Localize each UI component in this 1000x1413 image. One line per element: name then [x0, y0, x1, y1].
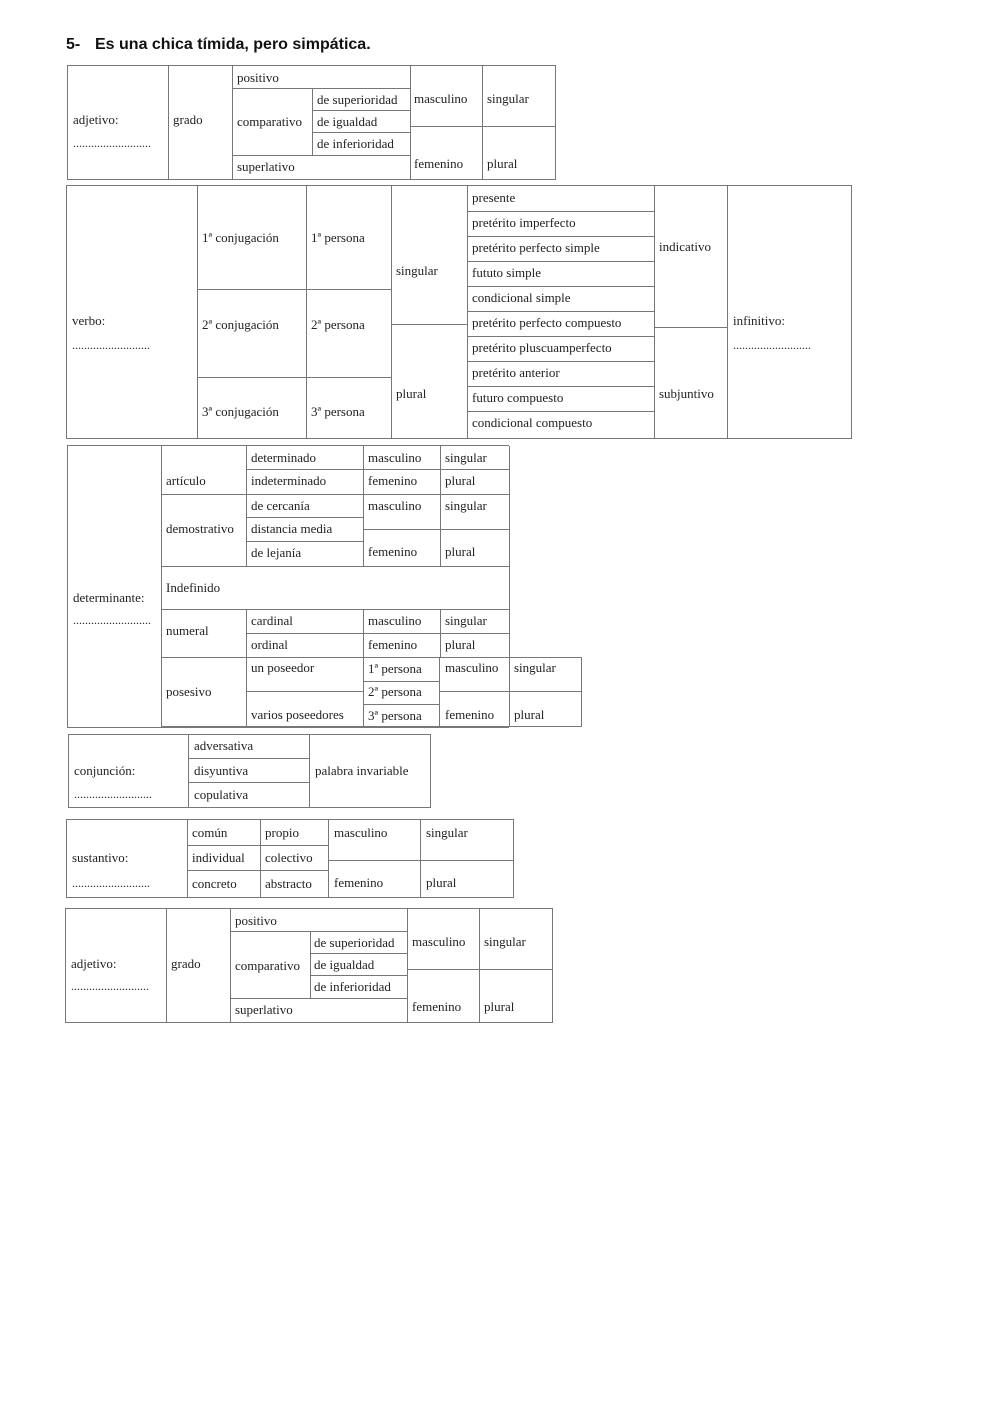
answer-blank[interactable]: .......................... — [73, 136, 151, 150]
singular-label: singular — [445, 450, 487, 465]
masculino-label: masculino — [368, 450, 422, 465]
comparativo-label: comparativo — [235, 958, 300, 973]
positivo-label: positivo — [237, 70, 279, 85]
comparativo-label: comparativo — [237, 114, 302, 129]
conjuncion-table — [68, 734, 431, 808]
masculino-label: masculino — [414, 91, 468, 106]
ordinal-label: ordinal — [251, 637, 288, 652]
exercise-heading — [66, 36, 371, 54]
singular-label: singular — [445, 613, 487, 628]
plural-label: plural — [484, 999, 515, 1014]
superlativo-label: superlativo — [235, 1002, 293, 1017]
plural-label: plural — [445, 637, 476, 652]
tense-label: condicional simple — [472, 290, 571, 305]
abstracto-label: abstracto — [265, 876, 312, 891]
lejania-label: de lejanía — [251, 545, 302, 560]
singular-label: singular — [487, 91, 529, 106]
comun-label: común — [192, 825, 228, 840]
femenino-label: femenino — [412, 999, 462, 1014]
answer-blank[interactable]: .......................... — [72, 876, 150, 890]
adversativa-label: adversativa — [194, 738, 254, 753]
grado-label: grado — [173, 112, 203, 127]
igualdad-label: de igualdad — [314, 957, 375, 972]
masculino-label: masculino — [368, 613, 422, 628]
individual-label: individual — [192, 850, 245, 865]
inferioridad-label: de inferioridad — [317, 136, 394, 151]
femenino-label: femenino — [368, 473, 418, 488]
sustantivo-label: sustantivo: — [72, 850, 129, 865]
igualdad-label: de igualdad — [317, 114, 378, 129]
singular-label: singular — [514, 660, 556, 675]
tense-label: pretérito perfecto simple — [472, 240, 600, 255]
femenino-label: femenino — [414, 156, 464, 171]
conj3-label: 3ª conjugación — [202, 404, 279, 419]
tense-label: fututo simple — [472, 265, 541, 280]
adjetivo-table-1 — [67, 65, 556, 180]
plural-label: plural — [445, 544, 476, 559]
subjuntivo-label: subjuntivo — [659, 386, 714, 401]
exercise-number: 5- — [66, 36, 81, 53]
distancia-label: distancia media — [251, 521, 333, 536]
invariable-label: palabra invariable — [315, 763, 409, 778]
persona1-label: 1ª persona — [311, 230, 365, 245]
plural-label: plural — [396, 386, 427, 401]
femenino-label: femenino — [334, 875, 384, 890]
numeral-label: numeral — [166, 623, 209, 638]
tense-label: futuro compuesto — [472, 390, 564, 405]
determinante-table — [67, 445, 556, 728]
plural-label: plural — [514, 707, 545, 722]
conjuncion-label: conjunción: — [74, 763, 136, 778]
demostrativo-label: demostrativo — [166, 521, 234, 536]
disyuntiva-label: disyuntiva — [194, 763, 249, 778]
persona2-label: 2ª persona — [368, 684, 422, 699]
masculino-label: masculino — [412, 934, 466, 949]
conj2-label: 2ª conjugación — [202, 317, 279, 332]
persona1-label: 1ª persona — [368, 661, 422, 676]
tense-label: presente — [472, 190, 516, 205]
determinado-label: determinado — [251, 450, 316, 465]
plural-label: plural — [487, 156, 518, 171]
colectivo-label: colectivo — [265, 850, 313, 865]
answer-blank[interactable]: .......................... — [71, 979, 149, 993]
positivo-label: positivo — [235, 913, 277, 928]
tense-label: pretérito pluscuamperfecto — [472, 340, 612, 355]
determinante-label: determinante: — [73, 590, 145, 605]
adjetivo-table-2 — [65, 908, 553, 1023]
indefinido-label: Indefinido — [166, 580, 221, 595]
answer-blank[interactable]: .......................... — [72, 338, 150, 352]
masculino-label: masculino — [334, 825, 388, 840]
singular-label: singular — [396, 263, 438, 278]
copulativa-label: copulativa — [194, 787, 249, 802]
answer-blank[interactable]: .......................... — [73, 613, 151, 627]
infinitivo-label: infinitivo: — [733, 313, 785, 328]
verbo-table — [66, 185, 852, 439]
exercise-sentence: Es una chica tímida, pero simpática. — [95, 36, 371, 53]
conj1-label: 1ª conjugación — [202, 230, 279, 245]
tense-label: condicional compuesto — [472, 415, 593, 430]
femenino-label: femenino — [445, 707, 495, 722]
adjetivo-label: adjetivo: — [73, 112, 119, 127]
answer-blank[interactable]: .......................... — [74, 787, 152, 801]
sustantivo-table — [66, 819, 514, 898]
tense-label: pretérito anterior — [472, 365, 560, 380]
cercania-label: de cercanía — [251, 498, 310, 513]
posesivo-label: posesivo — [166, 684, 212, 699]
singular-label: singular — [426, 825, 468, 840]
indeterminado-label: indeterminado — [251, 473, 327, 488]
superlativo-label: superlativo — [237, 159, 295, 174]
concreto-label: concreto — [192, 876, 237, 891]
tense-label: pretérito imperfecto — [472, 215, 576, 230]
answer-blank[interactable]: .......................... — [733, 338, 811, 352]
varios-poseedores-label: varios poseedores — [251, 707, 344, 722]
masculino-label: masculino — [368, 498, 422, 513]
grado-label: grado — [171, 956, 201, 971]
persona3-label: 3ª persona — [368, 708, 422, 723]
persona3-label: 3ª persona — [311, 404, 365, 419]
un-poseedor-label: un poseedor — [251, 660, 315, 675]
singular-label: singular — [445, 498, 487, 513]
singular-label: singular — [484, 934, 526, 949]
superioridad-label: de superioridad — [314, 935, 395, 950]
persona2-label: 2ª persona — [311, 317, 365, 332]
indicativo-label: indicativo — [659, 239, 711, 254]
plural-label: plural — [426, 875, 457, 890]
superioridad-label: de superioridad — [317, 92, 398, 107]
articulo-label: artículo — [166, 473, 206, 488]
femenino-label: femenino — [368, 637, 418, 652]
femenino-label: femenino — [368, 544, 418, 559]
cardinal-label: cardinal — [251, 613, 293, 628]
adjetivo-label: adjetivo: — [71, 956, 117, 971]
tense-label: pretérito perfecto compuesto — [472, 315, 622, 330]
verbo-label: verbo: — [72, 313, 106, 328]
propio-label: propio — [265, 825, 299, 840]
inferioridad-label: de inferioridad — [314, 979, 391, 994]
masculino-label: masculino — [445, 660, 499, 675]
plural-label: plural — [445, 473, 476, 488]
